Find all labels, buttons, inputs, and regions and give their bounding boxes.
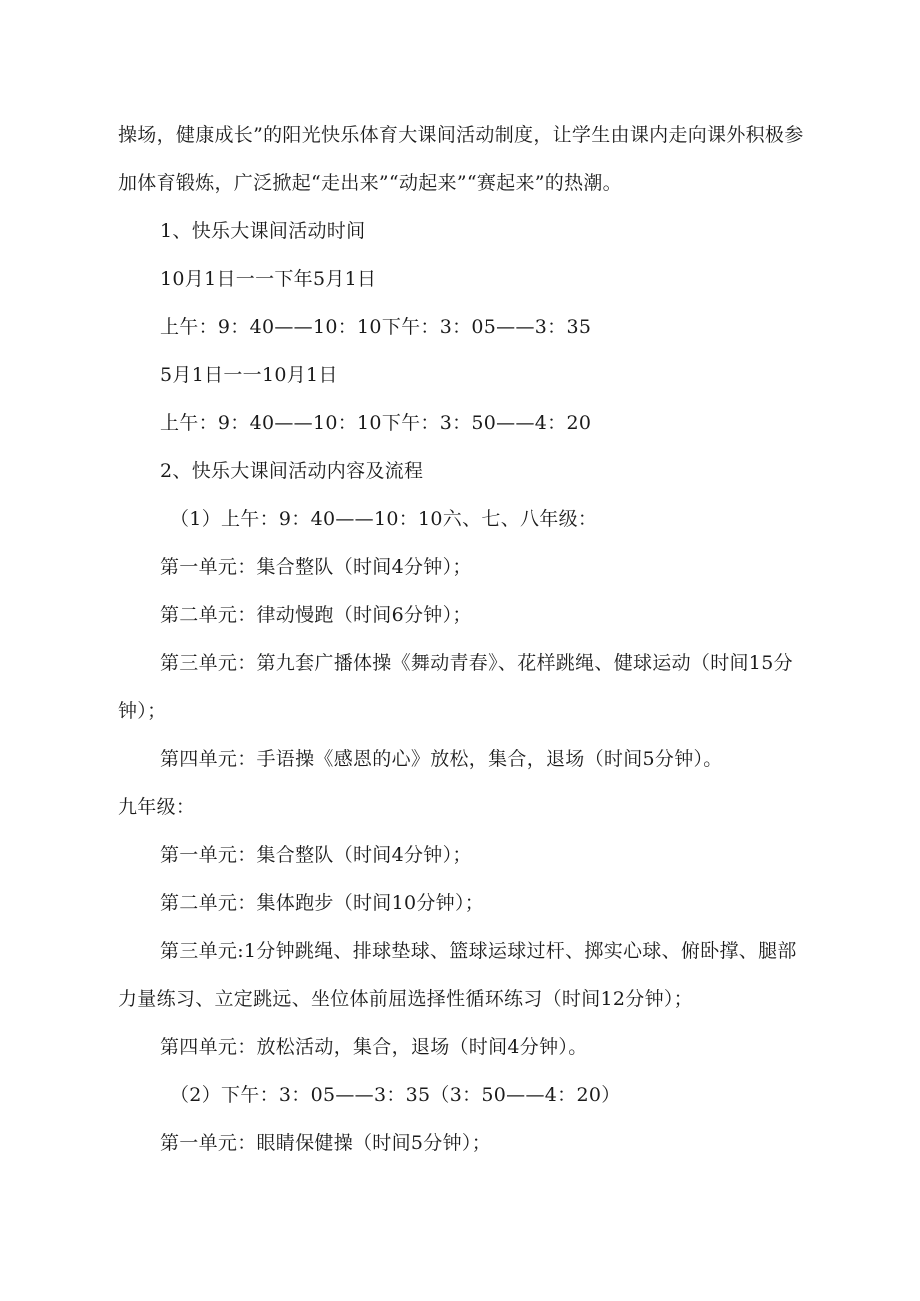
paragraph-line: 第三单元：第九套广播体操《舞动青春》、花样跳绳、健球运动（时间15分 — [160, 652, 793, 674]
paragraph-line: 上午：9：40——10：10下午：3：50——4：20 — [160, 412, 592, 434]
paragraph-line: 第二单元：律动慢跑（时间6分钟）； — [160, 604, 472, 626]
paragraph-line: 第四单元：放松活动，集合，退场（时间4分钟）。 — [160, 1036, 588, 1058]
paragraph-line: 5月1日一一10月1日 — [160, 364, 338, 386]
section-heading: 1、快乐大课间活动时间 — [160, 220, 366, 242]
section-heading: 2、快乐大课间活动内容及流程 — [160, 460, 424, 482]
paragraph-line: 加体育锻炼，广泛掀起“走出来”“动起来”“赛起来”的热潮。 — [118, 172, 622, 194]
paragraph-line: 力量练习、立定跳远、坐位体前屈选择性循环练习（时间12分钟）； — [118, 988, 693, 1010]
paragraph-line: 九年级： — [118, 796, 196, 818]
paragraph-line: 10月1日一一下年5月1日 — [160, 268, 377, 290]
paragraph-line: 第一单元：眼睛保健操（时间5分钟）； — [160, 1132, 491, 1154]
paragraph-line: 第二单元：集体跑步（时间10分钟）； — [160, 892, 485, 914]
paragraph-line: 上午：9：40——10：10下午：3：05——3：35 — [160, 316, 592, 338]
paragraph-line: 第三单元:1分钟跳绳、排球垫球、篮球运球过杆、掷实心球、俯卧撑、腿部 — [160, 940, 797, 962]
paragraph-line: 第一单元：集合整队（时间4分钟）； — [160, 556, 472, 578]
paragraph-line: （2）下午：3：05——3：35（3：50——4：20） — [170, 1084, 621, 1106]
paragraph-line: 第四单元：手语操《感恩的心》放松，集合，退场（时间5分钟）。 — [160, 748, 723, 770]
paragraph-line: （1）上午：9：40——10：10六、七、八年级： — [170, 508, 598, 530]
paragraph-line: 钟）； — [118, 700, 167, 722]
paragraph-line: 操场，健康成长”的阳光快乐体育大课间活动制度，让学生由课内走向课外积极参 — [118, 124, 804, 146]
paragraph-line: 第一单元：集合整队（时间4分钟）； — [160, 844, 472, 866]
